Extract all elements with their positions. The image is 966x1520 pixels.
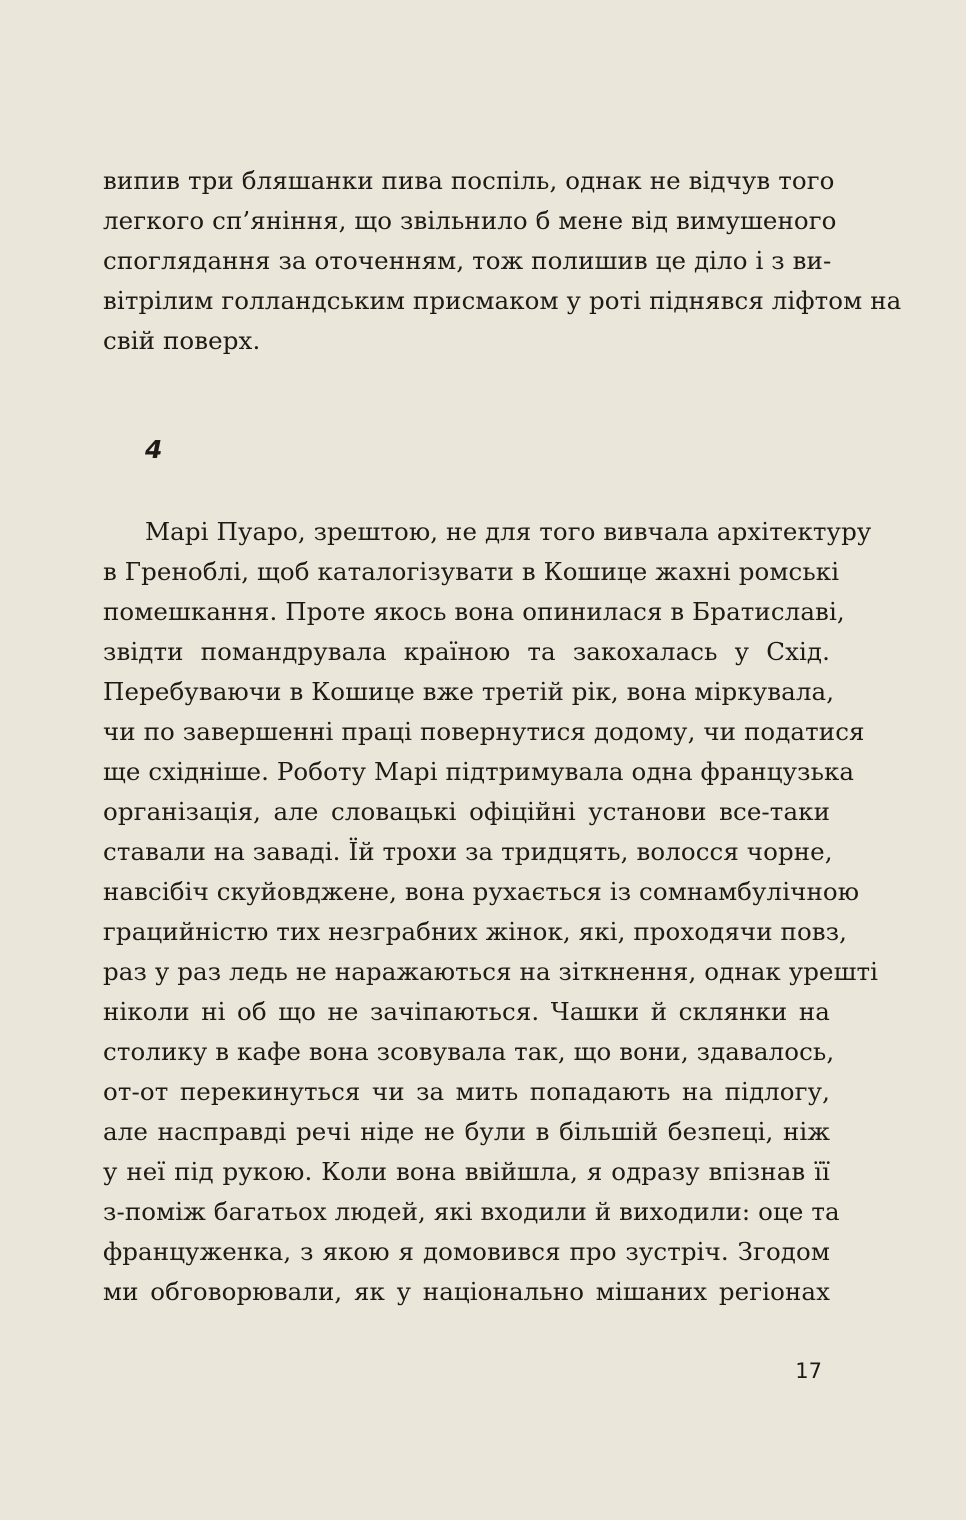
text-line: з-поміж багатьох людей, які входили й виходили: оце та	[103, 1197, 840, 1226]
text-line: вітрілим голландським присмаком у роті піднявся ліфтом на	[103, 286, 902, 315]
text-line: звідти помандрувала країною та закохалась у Схід.	[103, 637, 830, 666]
text-line: організація, але словацькі офіційні установи все-таки	[103, 797, 830, 826]
text-line: француженка, з якою я домовився про зустріч. Згодом	[103, 1237, 830, 1266]
page-number: 17	[795, 1359, 822, 1383]
text-line: навсібіч скуйовджене, вона рухається із сомнамбулічною	[103, 877, 860, 906]
text-line: столику в кафе вона зсовувала так, що вони, здавалось,	[103, 1037, 835, 1066]
text-line: свій поверх.	[103, 326, 261, 355]
text-line: Перебуваючи в Кошице вже третій рік, вона міркувала,	[103, 677, 835, 706]
text-line: раз у раз ледь не наражаються на зіткнення, однак урешті	[103, 957, 879, 986]
text-line: ніколи ні об що не зачіпаються. Чашки й склянки на	[103, 997, 830, 1026]
section-number: 4	[145, 435, 163, 464]
text-line: чи по завершенні праці повернутися додому, чи податися	[103, 717, 865, 746]
text-line: Марі Пуаро, зрештою, не для того вивчала архітектуру	[145, 517, 872, 546]
text-line: грацийністю тих незграбних жінок, які, проходячи повз,	[103, 917, 848, 946]
text-line: ми обговорювали, як у національно мішаних регіонах	[103, 1277, 830, 1306]
text-line: ще східніше. Роботу Марі підтримувала одна французька	[103, 757, 855, 786]
text-line: але насправді речі ніде не були в більшій безпеці, ніж	[103, 1117, 830, 1146]
text-line: в Гренoблі, щоб каталогізувати в Кошице жахні ромські	[103, 557, 840, 586]
text-line: ставали на заваді. Їй трохи за тридцять, волосся чорне,	[103, 837, 833, 866]
text-line: у неї під рукою. Коли вона ввійшла, я одразу впізнав її	[103, 1157, 830, 1186]
text-line: випив три бляшанки пива поспіль, однак не відчув того	[103, 166, 835, 195]
text-line: легкого сп’яніння, що звільнило б мене від вимушеного	[103, 206, 837, 235]
text-line: споглядання за оточенням, тож полишив це діло і з ви-	[103, 246, 832, 275]
text-line: от-от перекинуться чи за мить попадають на підлогу,	[103, 1077, 830, 1106]
text-line: помешкання. Проте якось вона опинилася в Братиславі,	[103, 597, 845, 626]
